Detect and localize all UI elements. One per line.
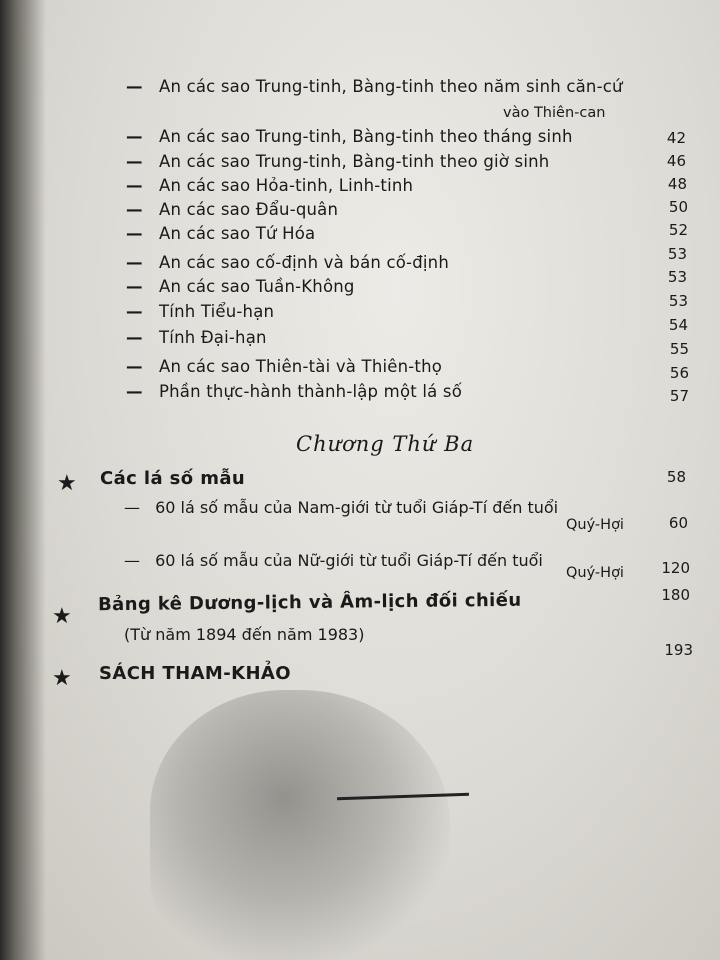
star-icon: ★ bbox=[52, 604, 72, 629]
section-page: 193 bbox=[664, 641, 693, 659]
entry-page: 48 bbox=[667, 175, 687, 193]
entry-page: 46 bbox=[666, 152, 686, 170]
sub-entry bbox=[124, 551, 543, 571]
entry-text: Tính Tiểu-hạn bbox=[159, 302, 275, 321]
entry-page: 55 bbox=[669, 340, 689, 358]
section-title: Các lá số mẫu bbox=[100, 468, 246, 489]
entry-dash: — bbox=[124, 551, 140, 570]
entry-page: 50 bbox=[668, 198, 688, 216]
entry-dash: — bbox=[126, 357, 143, 376]
entry-page: 56 bbox=[669, 364, 689, 382]
entry-text: 60 lá số mẫu của Nam-giới từ tuổi Giáp-Tí đến tuổi bbox=[155, 498, 559, 517]
entry-dash: — bbox=[126, 277, 143, 296]
entry-text: 60 lá số mẫu của Nữ-giới từ tuổi Giáp-Tí đến tuổi bbox=[155, 551, 543, 570]
entry-page: 52 bbox=[668, 221, 688, 239]
entry-page: 120 bbox=[661, 559, 690, 577]
entry-dash: — bbox=[126, 77, 143, 96]
star-icon: ★ bbox=[57, 471, 77, 496]
entry-dash: — bbox=[126, 127, 143, 146]
entry-continuation: Quý-Hợi bbox=[566, 517, 624, 533]
entry-dash: — bbox=[126, 382, 143, 401]
entry-text: An các sao Thiên-tài và Thiên-thọ bbox=[159, 357, 443, 376]
entry-dash: — bbox=[126, 152, 143, 171]
entry-text: An các sao Trung-tinh, Bàng-tinh theo tháng sinh bbox=[159, 127, 573, 146]
entry-dash: — bbox=[124, 498, 140, 517]
chapter-title: Chương Thứ Ba bbox=[296, 432, 475, 456]
entry-page: 60 bbox=[668, 514, 688, 532]
entry-continuation: Quý-Hợi bbox=[566, 565, 624, 581]
entry-continuation: vào Thiên-can bbox=[503, 105, 606, 121]
entry-page: 53 bbox=[667, 245, 687, 263]
entry-page: 42 bbox=[666, 129, 686, 147]
entry-dash: — bbox=[126, 328, 143, 347]
entry-dash: — bbox=[126, 302, 143, 321]
entry-page: 54 bbox=[668, 316, 688, 334]
section-page: 180 bbox=[661, 586, 690, 604]
entry-text: Phần thực-hành thành-lập một lá số bbox=[159, 382, 462, 401]
section-title: Bảng kê Dương-lịch và Âm-lịch đối chiếu bbox=[97, 589, 522, 616]
section-subtitle: (Từ năm 1894 đến năm 1983) bbox=[124, 625, 365, 644]
entry-page: 57 bbox=[669, 387, 689, 405]
entry-page: 53 bbox=[668, 292, 688, 310]
entry-dash: — bbox=[126, 200, 143, 219]
star-icon: ★ bbox=[52, 666, 72, 691]
entry-text: An các sao Trung-tinh, Bàng-tinh theo giờ sinh bbox=[159, 152, 550, 171]
entry-dash: — bbox=[126, 224, 143, 243]
entry-text: Tính Đại-hạn bbox=[159, 328, 267, 347]
thumb-shadow bbox=[150, 690, 450, 960]
binding-shadow bbox=[0, 0, 46, 960]
entry-dash: — bbox=[126, 176, 143, 195]
entry-text: An các sao Đẩu-quân bbox=[159, 200, 339, 219]
section-title: SÁCH THAM-KHẢO bbox=[99, 663, 291, 684]
entry-text: An các sao Tứ Hóa bbox=[159, 224, 316, 243]
entry-text: An các sao Tuần-Không bbox=[159, 277, 355, 296]
section-page: 58 bbox=[666, 468, 686, 486]
entry-page: 53 bbox=[667, 268, 687, 286]
entry-dash: — bbox=[126, 253, 143, 272]
entry-text: An các sao cố-định và bán cố-định bbox=[159, 253, 449, 272]
entry-text: An các sao Hỏa-tinh, Linh-tinh bbox=[159, 176, 414, 195]
entry-text: An các sao Trung-tinh, Bàng-tinh theo năm sinh căn-cứ bbox=[159, 77, 623, 96]
sub-entry bbox=[124, 498, 558, 518]
